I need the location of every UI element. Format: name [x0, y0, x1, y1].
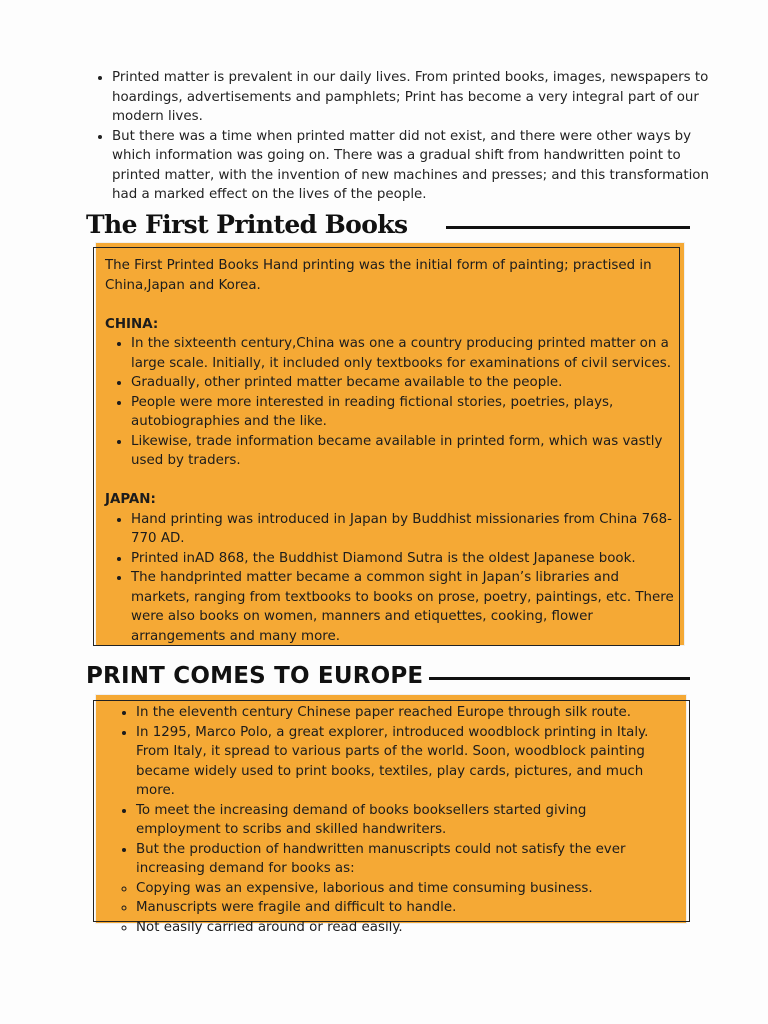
print-europe-content [110, 703, 675, 937]
section-intro: The First Printed Books Hand printing was the initial form of painting; practised in China,Japan and Korea. [105, 258, 652, 293]
china-label: CHINA: [105, 316, 159, 332]
section-title: PRINT COMES TO EUROPE [86, 663, 424, 689]
sub-list-item: ◦ Not easily carried around or read easily. [136, 918, 675, 938]
intro-item: • But there was a time when printed matter did not exist, and there were other ways by which information was going on. There was a gradual shift from handwritten point to printed matter, with the invention of new machines and presses; and this transformation had a marked effect on the lives of the people. [112, 127, 712, 205]
list-item: • But the production of handwritten manuscripts could not satisfy the ever increasing demand for books as: [136, 840, 675, 879]
list-item: • The handprinted matter became a common sight in Japan’s libraries and markets, ranging from textbooks to books on prose, poetry, paintings, etc. There were also books on women, manners and etiquettes, cooking, flower arrangements and many more. [131, 568, 675, 646]
section-heading-first-printed-books [86, 204, 690, 244]
list-item: • To meet the increasing demand of books booksellers started giving employment to scribs and skilled handwriters. [136, 801, 675, 840]
section-heading-print-comes-to-europe [86, 656, 690, 696]
list-item: • Hand printing was introduced in Japan by Buddhist missionaries from China 768-770 AD. [131, 510, 675, 549]
list-item: • Printed inAD 868, the Buddhist Diamond Sutra is the oldest Japanese book. [131, 549, 675, 569]
china-list [105, 334, 675, 471]
heading-rule [446, 226, 691, 229]
list-item: • In 1295, Marco Polo, a great explorer, introduced woodblock printing in Italy. From Italy, it spread to various parts of the world. Soon, woodblock painting became widely used to print books, textiles, play cards, pictures, and much more. [136, 723, 675, 801]
europe-list [110, 703, 675, 879]
intro-list [92, 68, 712, 205]
japan-list [105, 510, 675, 647]
reasons-sublist [110, 879, 675, 938]
list-item: • People were more interested in reading fictional stories, poetries, plays, autobiographies and the like. [131, 393, 675, 432]
sub-list-item: ◦ Manuscripts were fragile and difficult to handle. [136, 898, 675, 918]
list-item: • Likewise, trade information became available in printed form, which was vastly used by traders. [131, 432, 675, 471]
list-item: • In the sixteenth century,China was one a country producing printed matter on a large scale. Initially, it included only textbooks for examinations of civil services. [131, 334, 675, 373]
intro-item: • Printed matter is prevalent in our daily lives. From printed books, images, newspapers to hoardings, advertisements and pamphlets; Print has become a very integral part of our modern lives. [112, 68, 712, 127]
list-item: • In the eleventh century Chinese paper reached Europe through silk route. [136, 703, 675, 723]
list-item: • Gradually, other printed matter became available to the people. [131, 373, 675, 393]
heading-rule [429, 677, 690, 680]
section-title: The First Printed Books [86, 209, 408, 239]
first-printed-books-content [105, 256, 675, 646]
sub-list-item: ◦ Copying was an expensive, laborious and time consuming business. [136, 879, 675, 899]
japan-label: JAPAN: [105, 492, 156, 507]
